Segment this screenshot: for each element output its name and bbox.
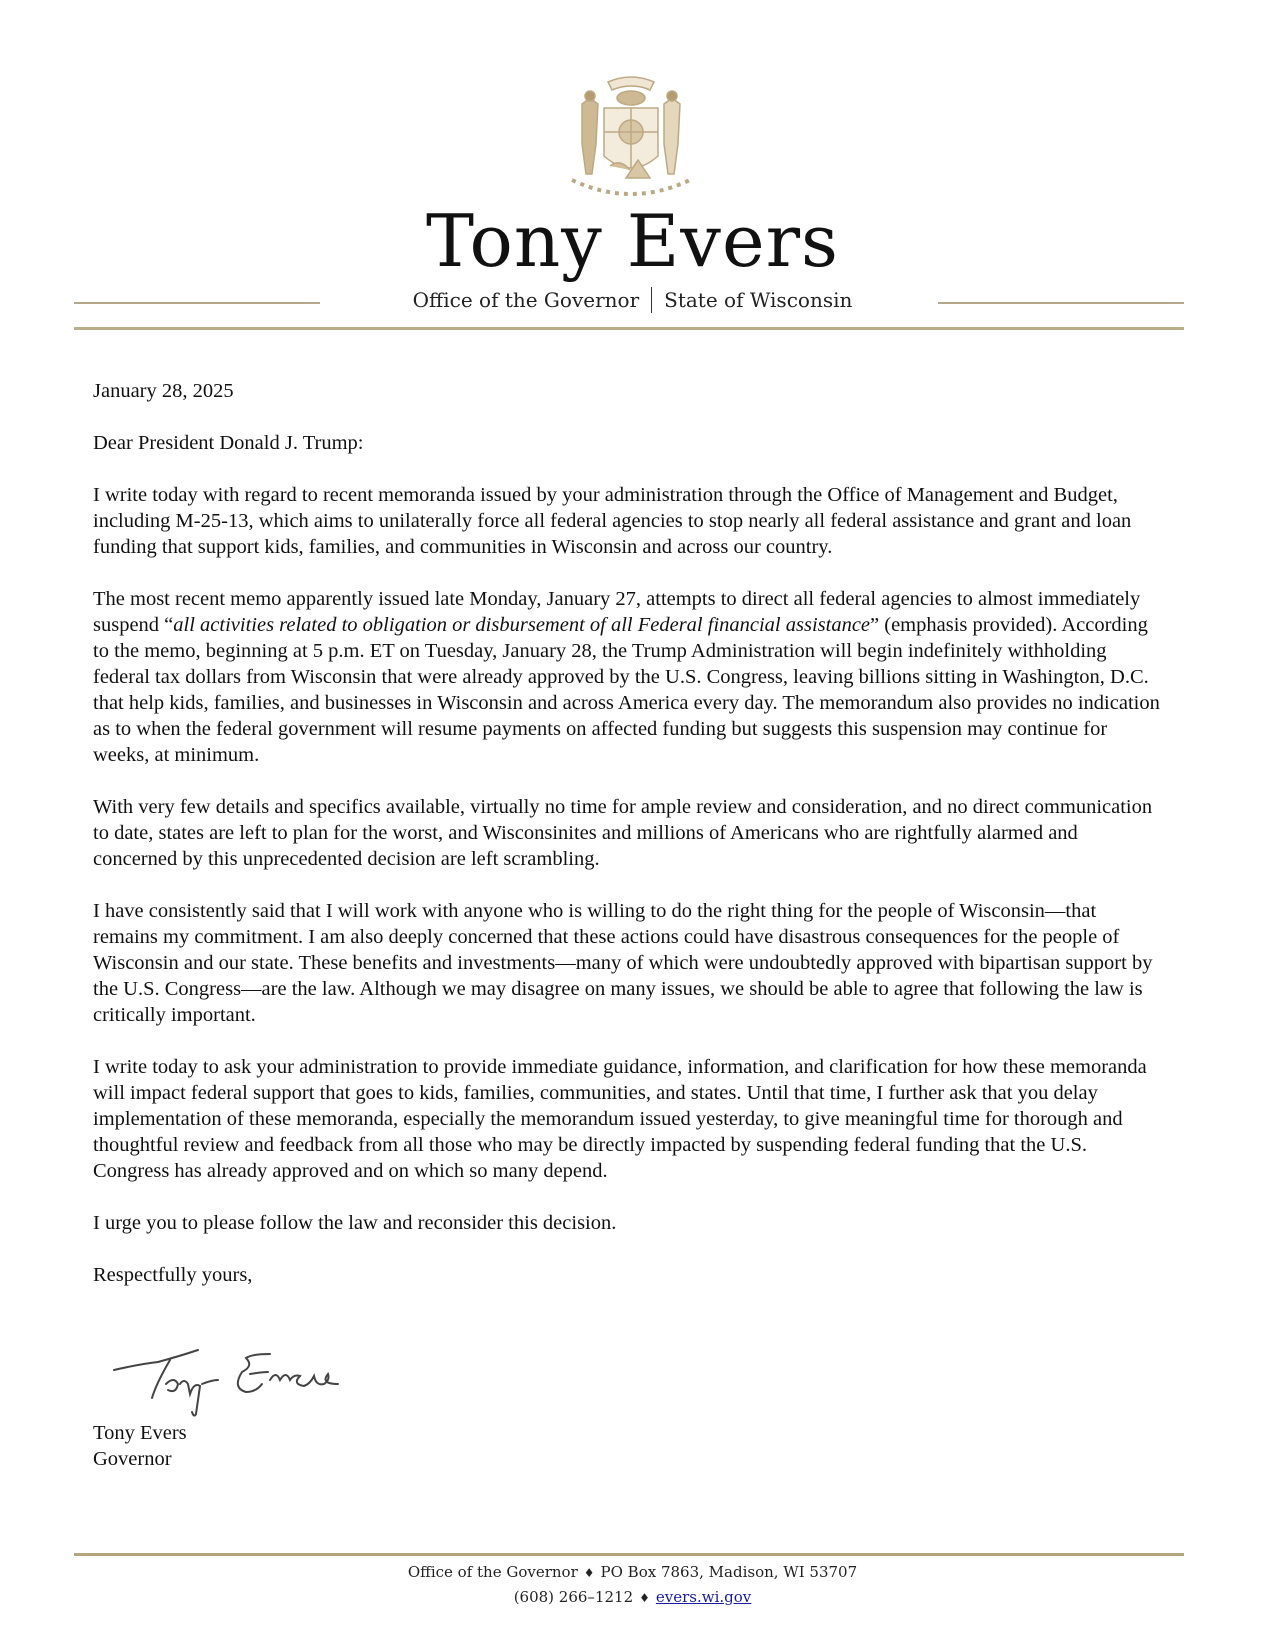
- footer-office: Office of the Governor: [407, 1563, 578, 1581]
- footer-address: PO Box 7863, Madison, WI 53707: [600, 1563, 858, 1581]
- paragraph-2-quote: all activities related to obligation or disbursement of all Federal financial assistance: [173, 614, 871, 636]
- website-link[interactable]: evers.wi.gov: [655, 1588, 752, 1606]
- closing: Respectfully yours,: [93, 1264, 253, 1286]
- salutation: Dear President Donald J. Trump:: [93, 432, 364, 454]
- paragraph-2-rest: ” (emphasis provided). According to the memo, beginning at 5 p.m. ET on Tuesday, January 28, the Trump Administration will begin indefinitely withholding federal tax dollars from Wisconsin that were already approved by the U.S. Congress, leaving billions sitting in Washington, D.C. that help kids, families, and businesses in Wisconsin and across America every day. The memorandum also provides no indication as to when the federal government will resume payments on affected funding but suggests this suspension may continue for weeks, at minimum.: [93, 614, 1160, 766]
- footer-line-2: [0, 1585, 1265, 1610]
- diamond-separator-icon: ♦: [583, 1566, 595, 1580]
- signer-title: Governor: [93, 1448, 172, 1470]
- paragraph-4: I have consistently said that I will work with anyone who is willing to do the right thing for the people of Wisconsin—that remains my commitment. I am also deeply concerned that these actions could have disastrous consequences for the people of Wisconsin and our state. These benefits and investments—many of which were undoubtedly approved with bipartisan support by the U.S. Congress—are the law. Although we may disagree on many issues, we should be able to agree that following the law is critically important.: [93, 900, 1153, 1026]
- footer: [0, 1560, 1265, 1610]
- signer-block: [93, 1420, 187, 1472]
- paragraph-6: I urge you to please follow the law and reconsider this decision.: [93, 1212, 617, 1234]
- footer-line-1: [0, 1560, 1265, 1585]
- letterhead-name: Tony Evers: [426, 199, 839, 283]
- diamond-separator-icon: ♦: [639, 1591, 650, 1605]
- wisconsin-state-seal-icon: [552, 68, 710, 208]
- letter-body: [93, 378, 1163, 1314]
- footer-rule: [74, 1553, 1184, 1556]
- header-rule-right: [938, 302, 1184, 304]
- paragraph-5: I write today to ask your administration to provide immediate guidance, information, and clarification for how these memoranda will impact federal support that goes to kids, families, communities, and states. Until that time, I further ask that you delay implementation of these memoranda, especially the memorandum issued yesterday, to give meaningful time for thorough and thoughtful review and feedback from all those who may be directly impacted by suspending federal funding that the U.S. Congress has already approved and on which so many depend.: [93, 1056, 1147, 1182]
- letter-date: January 28, 2025: [93, 380, 234, 402]
- footer-phone: (608) 266–1212: [513, 1588, 634, 1606]
- subtitle-divider: [651, 287, 652, 313]
- handwritten-signature-icon: [110, 1340, 410, 1420]
- letterhead-state: State of Wisconsin: [664, 288, 853, 312]
- paragraph-2-lead: The most recent memo apparently issued late Monday, January 27, attempts to direct all federal agencies to almost immediately suspend “: [93, 588, 1141, 636]
- letterhead-subtitle: [0, 286, 1265, 314]
- paragraph-3: With very few details and specifics available, virtually no time for ample review and consideration, and no direct communication to date, states are left to plan for the worst, and Wisconsinites and millions of Americans who are rightfully alarmed and concerned by this unprecedented decision are left scrambling.: [93, 796, 1153, 870]
- paragraph-2: [93, 586, 1163, 768]
- signer-name: Tony Evers: [93, 1422, 187, 1444]
- paragraph-1: I write today with regard to recent memoranda issued by your administration through the Office of Management and Budget, including M-25-13, which aims to unilaterally force all federal agencies to stop nearly all federal assistance and grant and loan funding that support kids, families, and communities in Wisconsin and across our country.: [93, 484, 1132, 558]
- header-rule-full: [74, 327, 1184, 330]
- letterhead-office: Office of the Governor: [412, 288, 640, 312]
